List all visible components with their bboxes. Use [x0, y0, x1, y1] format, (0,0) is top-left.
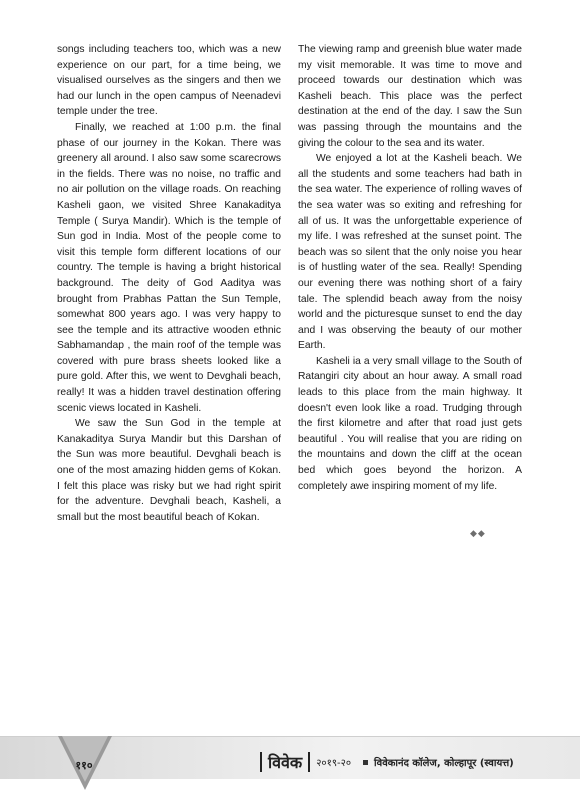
college-name: विवेकानंद कॉलेज, कोल्हापूर (स्वायत्त): [374, 758, 514, 769]
page-number: ११०: [75, 759, 93, 772]
article-right-column: [298, 42, 522, 494]
paragraph: We saw the Sun God in the temple at Kanakaditya Surya Mandir but this Darshan of the Sun was more beautiful. Devghali beach is one of the most amazing hidden gems of Kokan. I felt this place was risky but we had right spirit for the adventure. Devghali beach, Kasheli, a small but the most beautiful beach of Kokan.: [57, 418, 281, 523]
separator: [308, 752, 310, 772]
paragraph: Finally, we reached at 1:00 p.m. the final phase of our journey in the Kokan. There was greenery all around. I also saw some scarecrows in the fields. There was no noise, no traffic and no air pollution on the village roads. On reaching Kasheli gaon, we visited Shree Kanakaditya Temple ( Surya Mandir). Which is the temple of Sun god in India. Most of the people come to visit this temple form different locations of our country. The temple is having a bright historical background. The deity of God Aaditya was brought from Prabhas Pattan the Sun Temple, somewhat 800 years ago. I was very happy to see the temple and its attractive wooden ethnic Sabhamandap , the main roof of the temple was covered with pure brass sheets looked like a pure gold. After this, we went to Devghali beach, really! It was a hidden travel destination offering scenic views located in Kasheli.: [57, 121, 281, 414]
separator: [260, 752, 262, 772]
article-left-column: [57, 42, 281, 525]
bullet-square-icon: [363, 760, 368, 765]
magazine-name: विवेक: [268, 753, 303, 772]
issue-year: २०१९-२०: [316, 758, 352, 769]
paragraph: songs including teachers too, which was a new experience on our part, for a time being, we visualised ourselves as the singers and then we had our lunch in the open campus of Neenadevi temple under the tree.: [57, 44, 281, 118]
end-ornament: ◆◆: [470, 528, 486, 538]
paragraph: The viewing ramp and greenish blue water made my visit memorable. It was time to move and proceed towards our destination which was Kasheli beach. This place was the perfect destination at the end of the day. I saw the Sun was passing through the mountains and the giving the colour to the sea and its water.: [298, 44, 522, 149]
paragraph: Kasheli ia a very small village to the South of Ratangiri city about an hour away. A small road leads to this place from the main highway. It doesn't even look like a road. Trudging through the first kilometre and after that road just gets beautiful . You will realise that you are riding on the mountains and down the cliff at the ocean bed which goes beyond the horizon. A completely awe inspiring moment of my life.: [298, 355, 522, 492]
footer-credit: [260, 749, 514, 775]
paragraph: We enjoyed a lot at the Kasheli beach. We all the students and some teachers had bath in the sea water. The experience of rolling waves of the sea water was so exiting and refreshing for all of us. It was the unforgettable experience of my life. I was refreshed at the sunset point. The beach was so silent that the only noise you hear is of hustling water of the sea. Really! Spending our evening there was nothing short of a fairy tale. The splendid beach away from the noisy world and the picturesque sunset to end the day and I was observing the beauty of our mother Earth.: [298, 153, 522, 352]
